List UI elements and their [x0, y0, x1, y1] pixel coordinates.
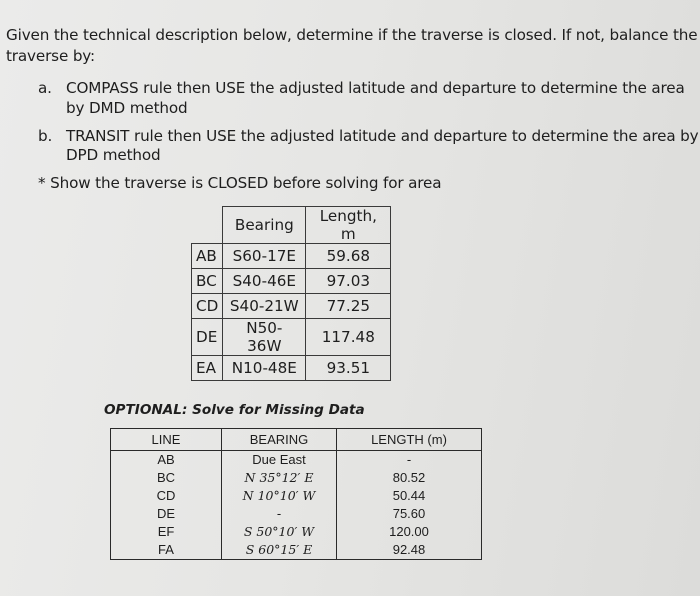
- length-cell: 93.51: [306, 356, 391, 381]
- header-cell: BEARING: [222, 429, 337, 451]
- bearing-cell: S 50°10′ W: [243, 524, 315, 539]
- table-body-row: [111, 451, 482, 560]
- bearing-column: [222, 451, 337, 560]
- length-cell: 117.48: [306, 319, 391, 356]
- length-cell: 50.44: [392, 488, 426, 503]
- bearing-cell: S40-21W: [223, 294, 306, 319]
- header-cell: Bearing: [223, 207, 306, 244]
- length-cell: 97.03: [306, 269, 391, 294]
- line-cell: CD: [156, 488, 176, 503]
- line-cell: BC: [192, 269, 223, 294]
- item-a-line-1: COMPASS rule then USE the adjusted latitude and departure to determine the area: [66, 79, 685, 97]
- length-cell: 92.48: [392, 542, 426, 557]
- item-b-line-1: TRANSIT rule then USE the adjusted latitude and departure to determine the area by: [66, 127, 699, 145]
- line-cell: BC: [156, 470, 176, 485]
- table-row: [192, 269, 391, 294]
- bearing-cell: N 35°12′ E: [244, 470, 314, 485]
- optional-title: OPTIONAL: Solve for Missing Data: [104, 402, 365, 418]
- bearing-cell: S60-17E: [223, 244, 306, 269]
- bearing-cell: Due East: [252, 452, 306, 467]
- table-header-row: [192, 207, 391, 244]
- table-header-row: [111, 429, 482, 451]
- length-cell: -: [406, 452, 412, 467]
- line-cell: EF: [157, 524, 175, 539]
- item-b-line-2: DPD method: [66, 146, 161, 164]
- bearing-cell: S40-46E: [223, 269, 306, 294]
- closure-note: * Show the traverse is CLOSED before solving for area: [38, 174, 442, 192]
- item-b-marker: b.: [38, 127, 53, 145]
- length-cell: 75.60: [392, 506, 426, 521]
- header-cell: LINE: [111, 429, 222, 451]
- line-cell: AB: [157, 452, 175, 467]
- line-cell: CD: [192, 294, 223, 319]
- line-cell: AB: [192, 244, 223, 269]
- item-a-line-2: by DMD method: [66, 99, 188, 117]
- intro-line-1: Given the technical description below, determine if the traverse is closed. If not, balance the: [6, 26, 698, 44]
- bearing-cell: N50-36W: [223, 319, 306, 356]
- traverse-table: [191, 206, 391, 381]
- bearing-cell: -: [276, 506, 282, 521]
- line-cell: DE: [156, 506, 176, 521]
- length-column: [337, 451, 482, 560]
- bearing-cell: N 10°10′ W: [242, 488, 316, 503]
- length-cell: 59.68: [306, 244, 391, 269]
- table-row: [192, 244, 391, 269]
- table-row: [192, 356, 391, 381]
- length-cell: 80.52: [392, 470, 426, 485]
- header-cell: Length, m: [306, 207, 391, 244]
- length-cell: 120.00: [389, 524, 429, 539]
- line-column: [111, 451, 222, 560]
- line-cell: EA: [192, 356, 223, 381]
- bearing-cell: S 60°15′ E: [245, 542, 313, 557]
- line-cell: FA: [158, 542, 174, 557]
- missing-data-table: [110, 428, 482, 560]
- item-a-marker: a.: [38, 79, 52, 97]
- length-cell: 77.25: [306, 294, 391, 319]
- intro-line-2: traverse by:: [6, 47, 96, 65]
- header-cell: [192, 207, 223, 244]
- bearing-cell: N10-48E: [223, 356, 306, 381]
- header-cell: LENGTH (m): [337, 429, 482, 451]
- table-row: [192, 319, 391, 356]
- line-cell: DE: [192, 319, 223, 356]
- table-row: [192, 294, 391, 319]
